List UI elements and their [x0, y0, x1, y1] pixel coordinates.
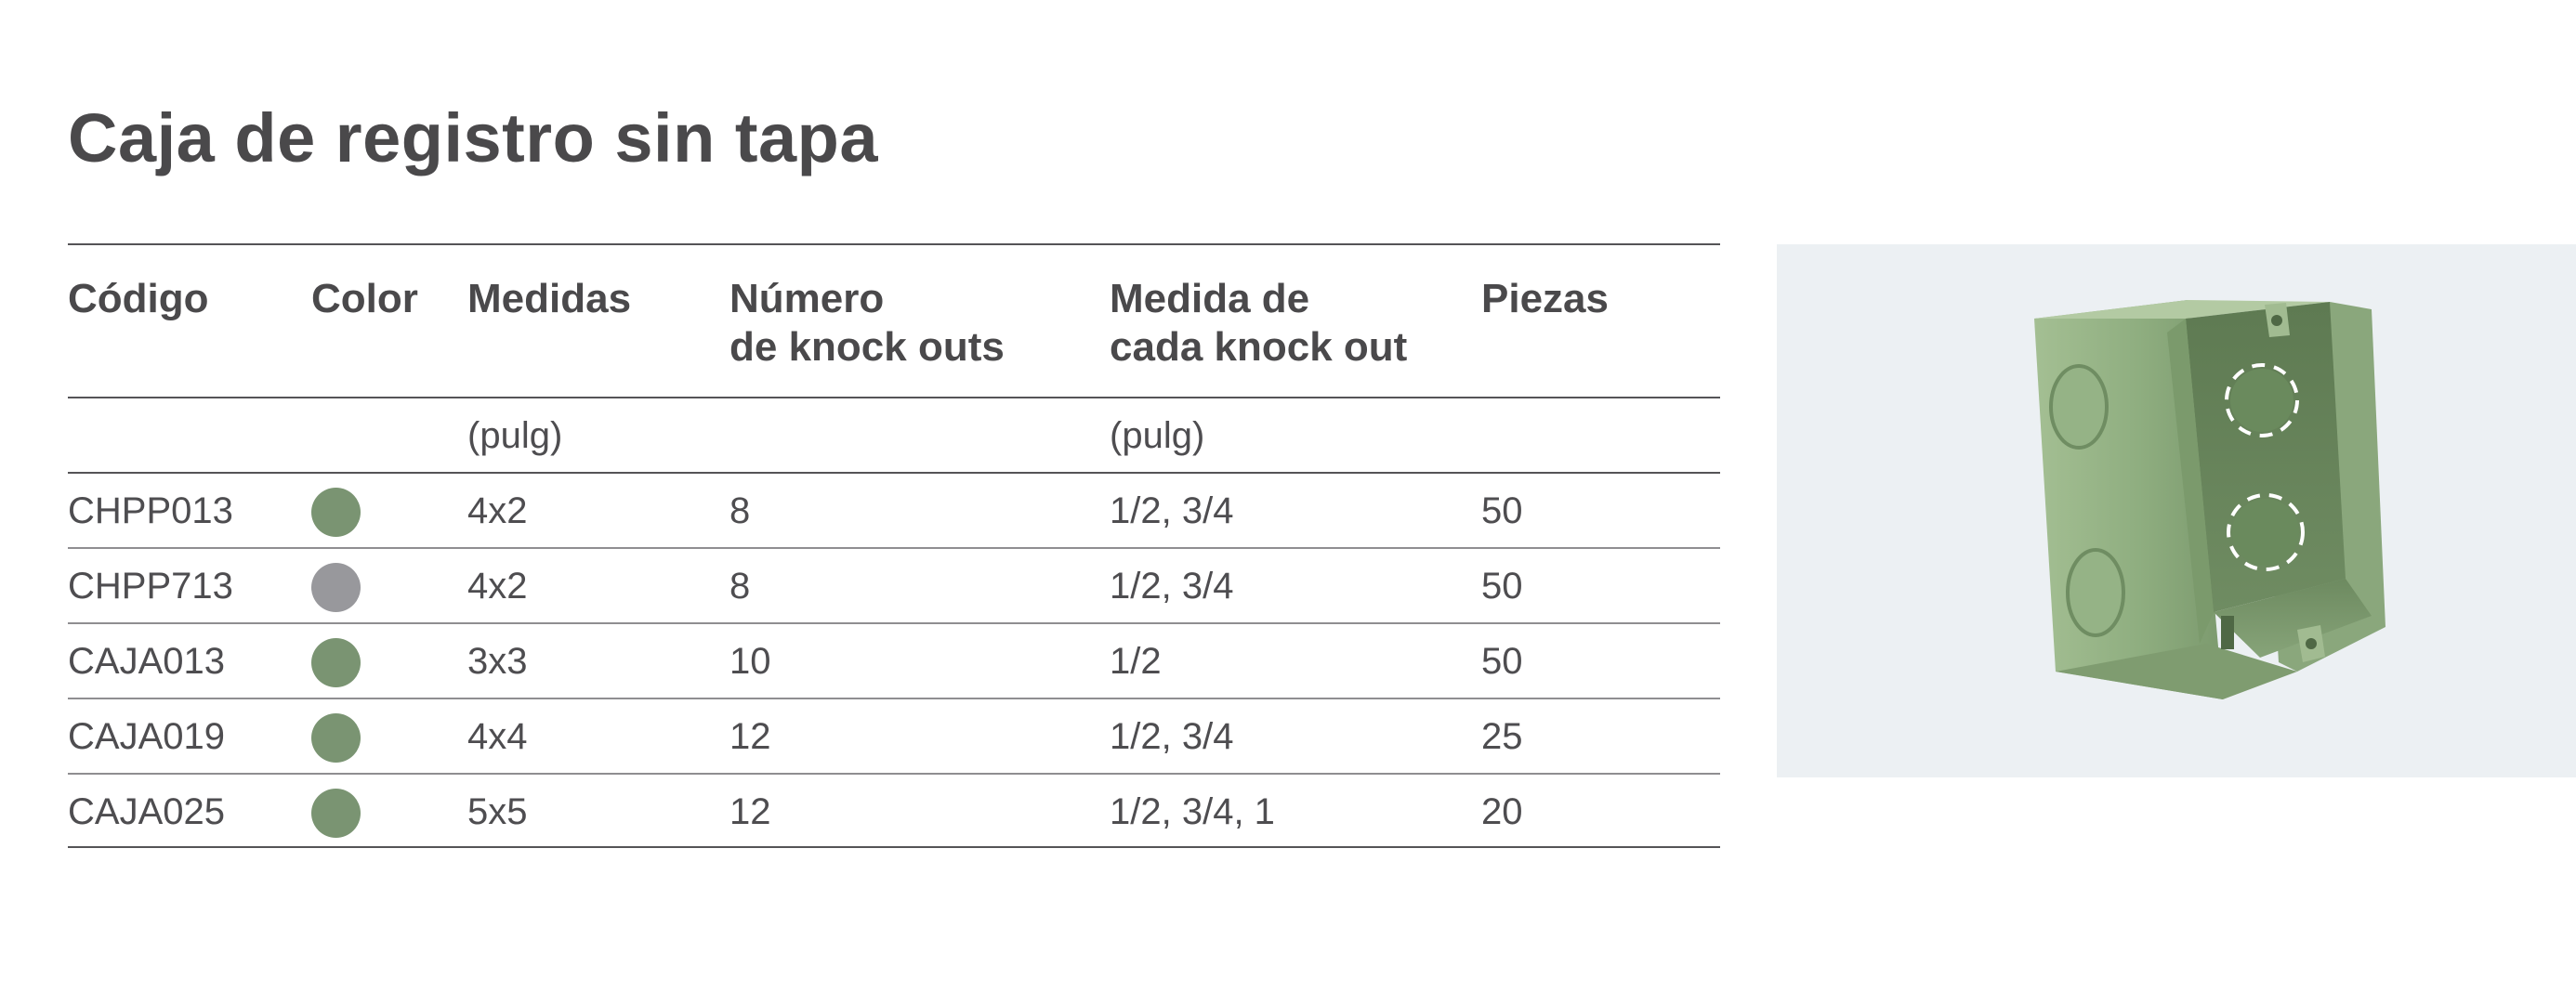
table-row — [68, 472, 1720, 547]
cell-knock-outs: 10 — [729, 641, 771, 682]
color-swatch — [311, 563, 361, 612]
cell-medidas: 4x4 — [467, 716, 528, 757]
electrical-box-icon — [1777, 244, 2576, 777]
cell-medidas: 5x5 — [467, 791, 528, 832]
cell-piezas: 20 — [1481, 791, 1523, 832]
cell-medida-knock-out: 1/2, 3/4, 1 — [1110, 791, 1275, 832]
table-row — [68, 622, 1720, 698]
cell-piezas: 25 — [1481, 716, 1523, 757]
cell-medidas: 4x2 — [467, 490, 528, 531]
cell-codigo: CAJA019 — [68, 716, 225, 757]
color-swatch — [311, 488, 361, 537]
cell-medida-knock-out: 1/2, 3/4 — [1110, 566, 1234, 607]
unit-medida-knock-out: (pulg) — [1110, 415, 1205, 456]
color-swatch — [311, 789, 361, 838]
cell-knock-outs: 12 — [729, 791, 771, 832]
cell-medida-knock-out: 1/2, 3/4 — [1110, 716, 1234, 757]
cell-knock-outs: 8 — [729, 566, 751, 607]
cell-knock-outs: 8 — [729, 490, 751, 531]
unit-medidas: (pulg) — [467, 415, 563, 456]
color-swatch — [311, 638, 361, 687]
header-codigo: Código — [68, 276, 209, 321]
header-medida-knock-out: Medida de cada knock out — [1110, 276, 1408, 370]
cell-knock-outs: 12 — [729, 716, 771, 757]
cell-medidas: 3x3 — [467, 641, 528, 682]
color-swatch — [311, 713, 361, 763]
cell-medida-knock-out: 1/2 — [1110, 641, 1162, 682]
page-title: Caja de registro sin tapa — [68, 99, 878, 176]
table-row — [68, 698, 1720, 773]
header-medidas: Medidas — [467, 276, 632, 321]
cell-codigo: CAJA013 — [68, 641, 225, 682]
cell-piezas: 50 — [1481, 566, 1523, 607]
cell-codigo: CHPP013 — [68, 490, 233, 531]
cell-codigo: CHPP713 — [68, 566, 233, 607]
table-row — [68, 547, 1720, 622]
header-piezas: Piezas — [1481, 276, 1609, 321]
cell-medidas: 4x2 — [467, 566, 528, 607]
header-color: Color — [311, 276, 418, 321]
cell-codigo: CAJA025 — [68, 791, 225, 832]
cell-piezas: 50 — [1481, 490, 1523, 531]
cell-piezas: 50 — [1481, 641, 1523, 682]
cell-medida-knock-out: 1/2, 3/4 — [1110, 490, 1234, 531]
spec-table — [68, 243, 1720, 848]
header-knock-outs: Número de knock outs — [729, 276, 1005, 370]
table-units-row — [68, 397, 1720, 472]
table-header-row — [68, 243, 1720, 397]
product-image — [1777, 244, 2576, 777]
table-row — [68, 773, 1720, 848]
